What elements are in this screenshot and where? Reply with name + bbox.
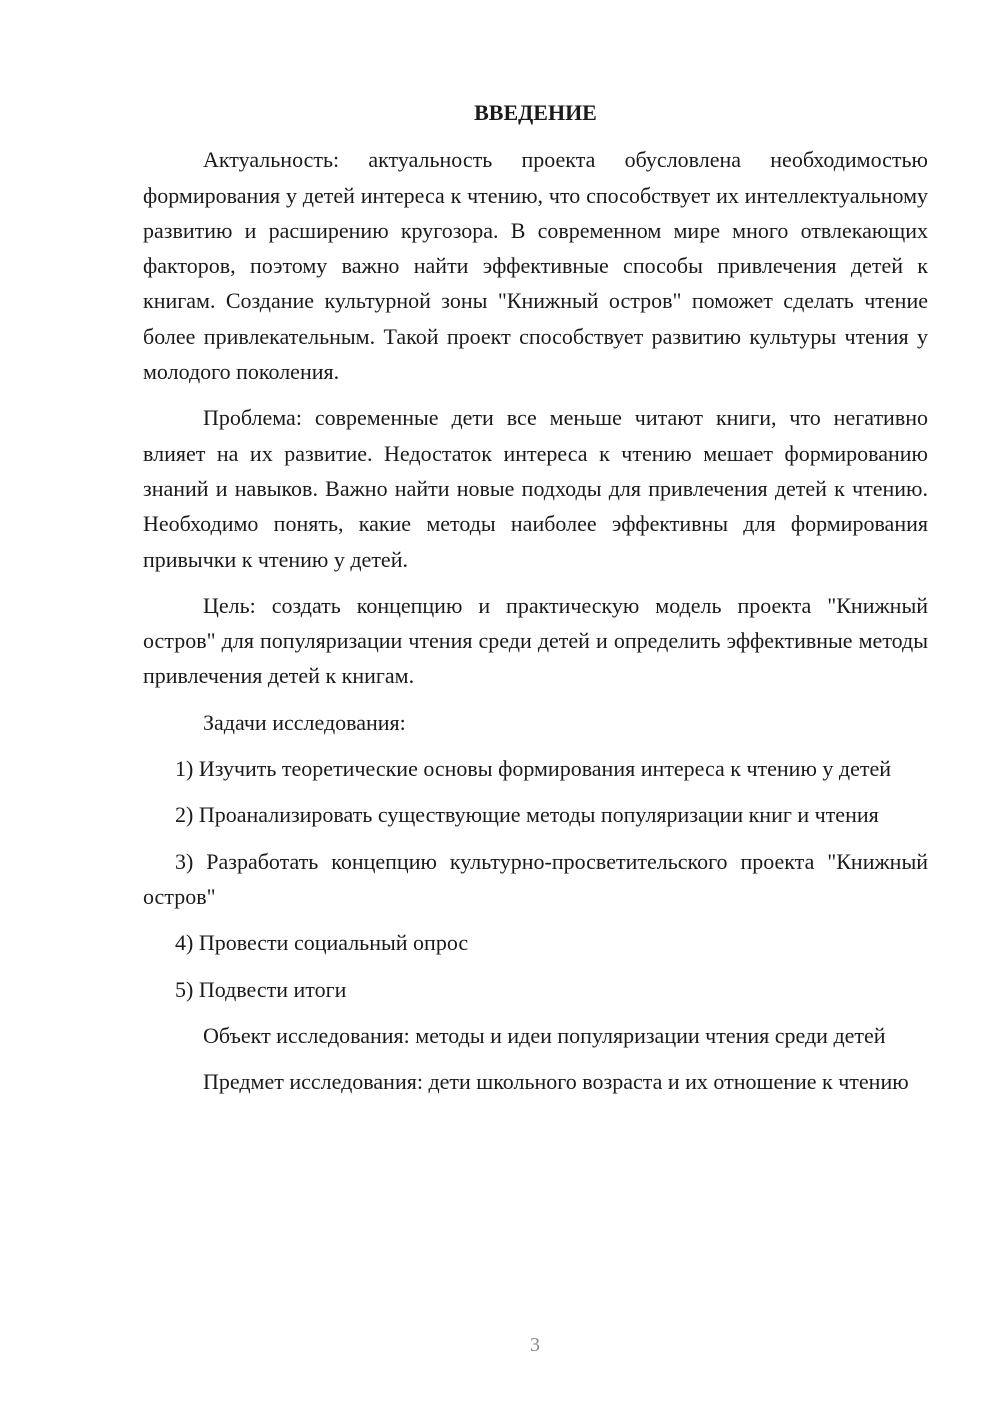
task-item-5: 5) Подвести итоги [175,976,347,1002]
research-subject-paragraph: Предмет исследования: дети школьного возраста и их отношение к чтению [203,1069,909,1095]
section-title: ВВЕДЕНИЕ [474,100,597,125]
task-item-4: 4) Провести социальный опрос [175,930,469,956]
tasks-heading: Задачи исследования: [203,709,406,735]
task-item-3: 3) Разработать концепцию культурно-просветительского проекта "Книжный остров" [143,848,928,909]
page-number: 3 [530,1334,540,1356]
document-page [143,95,928,1110]
relevance-paragraph: Актуальность: актуальность проекта обусловлена необходимостью формирования у детей интереса к чтению, что способствует их интеллектуальному развитию и расширению кругозора. В современном мире много отвлекающих факторов, поэтому важно найти эффективные способы привлечения детей к книгам. Создание культурной зоны "Книжный остров" поможет сделать чтение более привлекательным. Такой проект способствует развитию культуры чтения у молодого поколения. [143,147,928,385]
research-object-paragraph: Объект исследования: методы и идеи популяризации чтения среди детей [203,1022,886,1048]
task-item-2: 2) Проанализировать существующие методы популяризации книг и чтения [175,802,879,828]
problem-paragraph: Проблема: современные дети все меньше читают книги, что негативно влияет на их развитие. Недостаток интереса к чтению мешает формированию знаний и навыков. Важно найти новые подходы для привлечения детей к чтению. Необходимо понять, какие методы наиболее эффективны для формирования привычки к чтению у детей. [143,405,928,572]
task-item-1: 1) Изучить теоретические основы формирования интереса к чтению у детей [175,756,891,782]
goal-paragraph: Цель: создать концепцию и практическую модель проекта "Книжный остров" для популяризации чтения среди детей и определить эффективные методы привлечения детей к книгам. [143,592,928,689]
